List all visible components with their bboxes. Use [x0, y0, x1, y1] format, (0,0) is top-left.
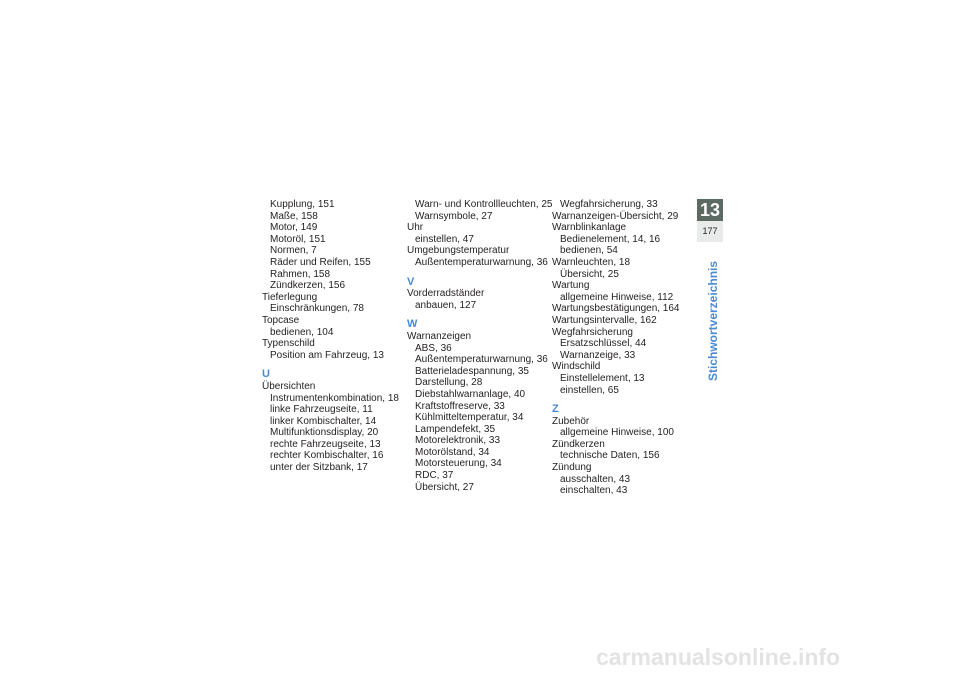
index-entry: Warnblinkanlage — [552, 222, 627, 234]
index-subentry: Normen, 7 — [270, 245, 317, 257]
index-subentry: Warnanzeige, 33 — [560, 349, 636, 361]
index-subentry: RDC, 37 — [415, 470, 454, 482]
index-subentry: allgemeine Hinweise, 100 — [560, 427, 674, 439]
watermark: carmanualsonline.info — [596, 644, 841, 670]
index-entry: Tieferlegung — [262, 291, 318, 303]
index-entry: Umgebungstemperatur — [407, 245, 510, 257]
index-entry: Vorderradständer — [407, 288, 485, 300]
index-subentry: Zündkerzen, 156 — [270, 280, 346, 292]
side-title: Stichwortverzeichnis — [706, 260, 720, 381]
index-column-3 — [552, 199, 702, 497]
index-entry: Wartungsintervalle, 162 — [552, 314, 657, 326]
index-entry: Warnanzeigen — [407, 330, 472, 342]
index-entry: Wegfahrsicherung — [552, 326, 633, 338]
index-subentry: ABS, 36 — [415, 342, 452, 354]
index-spacer — [552, 396, 702, 404]
index-entry: Warnleuchten, 18 — [552, 256, 631, 268]
chapter-number: 13 — [697, 199, 723, 221]
index-subentry: rechte Fahrzeugseite, 13 — [270, 438, 381, 450]
side-title-container — [706, 256, 722, 381]
index-subentry: einstellen, 65 — [560, 384, 619, 396]
index-subentry: Räder und Reifen, 155 — [270, 256, 371, 268]
index-subentry: Wegfahrsicherung, 33 — [560, 199, 658, 210]
index-entry: Zündung — [552, 462, 592, 474]
index-subentry: Multifunktionsdisplay, 20 — [270, 427, 379, 439]
index-entry: Wartung — [552, 280, 590, 292]
index-letter-heading: V — [407, 275, 415, 288]
index-letter-heading: Z — [552, 403, 559, 416]
index-subentry: bedienen, 54 — [560, 245, 618, 257]
index-subentry: einschalten, 43 — [560, 485, 628, 497]
index-subentry: linke Fahrzeugseite, 11 — [270, 404, 373, 416]
index-subentry: Ersatzschlüssel, 44 — [560, 338, 647, 350]
index-subentry: Übersicht, 25 — [560, 268, 619, 280]
index-subentry: Motorsteuerung, 34 — [415, 458, 502, 470]
index-subentry: bedienen, 104 — [270, 326, 334, 338]
index-entry: Topcase — [262, 314, 300, 326]
index-subentry: Warnsymbole, 27 — [415, 210, 493, 222]
index-entry: Zubehör — [552, 415, 590, 427]
index-subentry: Einschränkungen, 78 — [270, 303, 364, 315]
index-subentry: Batterieladespannung, 35 — [415, 365, 529, 377]
index-subentry: einstellen, 47 — [415, 233, 474, 245]
index-spacer — [407, 311, 557, 319]
index-column-1 — [262, 199, 412, 474]
index-entry: Warnanzeigen-Übersicht, 29 — [552, 210, 679, 222]
index-subentry: unter der Sitzbank, 17 — [270, 462, 368, 474]
index-subentry: allgemeine Hinweise, 112 — [560, 291, 674, 303]
index-subentry: Bedienelement, 14, 16 — [560, 233, 661, 245]
index-subentry: ausschalten, 43 — [560, 473, 631, 485]
index-subentry: Außentemperaturwarnung, 36 — [415, 354, 548, 366]
index-subentry: Lampendefekt, 35 — [415, 423, 496, 435]
index-subentry: Übersicht, 27 — [415, 481, 474, 493]
index-entry: Windschild — [552, 361, 601, 373]
index-subentry: Rahmen, 158 — [270, 268, 331, 280]
page-number: 177 — [697, 221, 723, 242]
index-subentry: linker Kombischalter, 14 — [270, 415, 377, 427]
index-subentry: Außentemperaturwarnung, 36 — [415, 256, 548, 268]
index-subentry: Warn- und Kontrollleuchten, 25 — [415, 199, 553, 210]
index-subentry: Motoröl, 151 — [270, 233, 326, 245]
index-subentry: Diebstahlwarnanlage, 40 — [415, 388, 526, 400]
index-entry: Wartungsbestätigungen, 164 — [552, 303, 680, 315]
index-letter-heading: W — [407, 318, 418, 331]
index-subentry: Motorelektronik, 33 — [415, 435, 501, 447]
index-entry: Uhr — [407, 222, 424, 234]
index-subentry: anbauen, 127 — [415, 299, 477, 311]
index-subentry: technische Daten, 156 — [560, 450, 660, 462]
index-subentry: Kraftstoffreserve, 33 — [415, 400, 505, 412]
index-subentry: Instrumentenkombination, 18 — [270, 392, 399, 404]
index-letter-heading: U — [262, 368, 270, 381]
index-entry: Zündkerzen — [552, 438, 605, 450]
index-subentry: Kupplung, 151 — [270, 199, 335, 210]
index-subentry: Einstellelement, 13 — [560, 372, 645, 384]
index-spacer — [262, 361, 412, 369]
index-subentry: Motor, 149 — [270, 222, 318, 234]
index-entry: Übersichten — [262, 380, 316, 392]
index-spacer — [407, 269, 557, 277]
chapter-tab — [697, 199, 723, 242]
index-subentry: Kühlmitteltemperatur, 34 — [415, 412, 524, 424]
index-subentry: Motorölstand, 34 — [415, 446, 490, 458]
index-subentry: Maße, 158 — [270, 210, 318, 222]
index-subentry: Position am Fahrzeug, 13 — [270, 349, 384, 361]
index-subentry: Darstellung, 28 — [415, 377, 483, 389]
index-subentry: rechter Kombischalter, 16 — [270, 450, 384, 462]
index-column-2 — [407, 199, 557, 493]
index-entry: Typenschild — [262, 338, 315, 350]
